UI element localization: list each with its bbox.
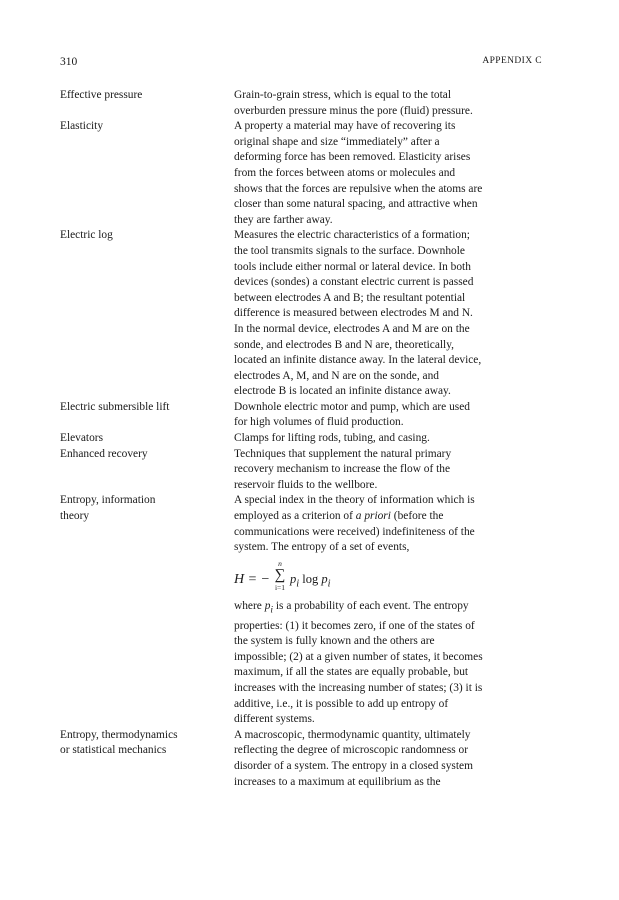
glossary-entry <box>60 119 542 228</box>
summation-lower-limit: i=1 <box>274 582 286 592</box>
definition-line: A property a material may have of recovering its <box>234 120 456 133</box>
definition-line: overburden pressure minus the pore (fluid) pressure. <box>234 104 473 117</box>
definition-line: A macroscopic, thermodynamic quantity, ultimately <box>234 728 471 741</box>
glossary-definition <box>234 400 542 431</box>
glossary-term <box>60 228 234 400</box>
term-line: Elevators <box>60 432 104 445</box>
summation <box>272 560 288 592</box>
definition-text: is a probability of each event. The entropy <box>273 599 469 612</box>
definition-line: tools include either normal or lateral device. In both <box>234 260 471 273</box>
glossary-definition <box>234 119 542 228</box>
term-line: Enhanced recovery <box>60 447 148 460</box>
definition-line: shows that the forces are repulsive when the atoms are <box>234 182 483 195</box>
definition-text: employed as a criterion of <box>234 510 356 523</box>
definition-line: communications were received) indefiniteness of the <box>234 525 475 538</box>
glossary-term <box>60 88 234 119</box>
term-line: Effective pressure <box>60 89 143 101</box>
glossary-definition <box>234 88 542 119</box>
definition-line: properties: (1) it becomes zero, if one of the states of <box>234 619 475 632</box>
definition-text: where <box>234 599 265 612</box>
glossary-term <box>60 728 234 790</box>
sigma-symbol: ∑ <box>274 566 286 583</box>
formula-rhs <box>290 572 331 592</box>
formula-subscript: i <box>270 605 274 616</box>
term-line: Entropy, information <box>60 494 156 507</box>
definition-line: Techniques that supplement the natural primary <box>234 447 452 460</box>
definition-line: electrode B is located an infinite distance away. <box>234 385 451 398</box>
glossary-entry <box>60 493 542 727</box>
page-number: 310 <box>60 56 78 68</box>
definition-line: increases to a maximum at equilibrium as the <box>234 775 441 788</box>
glossary-entry <box>60 228 542 400</box>
glossary-entry <box>60 400 542 431</box>
term-line: or statistical mechanics <box>60 744 167 757</box>
term-line: theory <box>60 510 90 523</box>
glossary-term <box>60 119 234 228</box>
glossary-entry <box>60 447 542 494</box>
definition-line: reflecting the degree of microscopic randomness or <box>234 744 469 757</box>
definition-line: Measures the electric characteristics of a formation; <box>234 229 470 242</box>
definition-line: recovery mechanism to increase the flow of the <box>234 463 451 476</box>
formula-var: p <box>321 571 328 586</box>
italic-phrase: a priori <box>355 510 391 523</box>
definition-line: Clamps for lifting rods, tubing, and casing. <box>234 432 430 445</box>
glossary-entry <box>60 88 542 119</box>
term-line: Electric log <box>60 229 113 242</box>
definition-line: Grain-to-grain stress, which is equal to the total <box>234 89 452 101</box>
glossary-term <box>60 400 234 431</box>
definition-line: they are farther away. <box>234 213 333 226</box>
glossary-term <box>60 447 234 494</box>
running-head: APPENDIX C <box>482 56 542 66</box>
formula-var: p <box>290 571 297 586</box>
definition-line: sonde, and electrodes B and N are, theoretically, <box>234 338 455 351</box>
glossary-definition <box>234 431 542 447</box>
glossary-list <box>60 88 542 790</box>
definition-line: A special index in the theory of information which is <box>234 494 475 507</box>
definition-line: original shape and size “immediately” after a <box>234 135 440 148</box>
glossary-entry <box>60 431 542 447</box>
definition-line: In the normal device, electrodes A and M are on the <box>234 322 470 335</box>
glossary-definition <box>234 493 542 727</box>
definition-line: the system is fully known and the others are <box>234 635 435 648</box>
definition-line: different systems. <box>234 713 315 726</box>
formula-log: log <box>299 571 322 586</box>
definition-line <box>234 599 542 619</box>
definition-line: additive, i.e., it is possible to add up entropy of <box>234 697 449 710</box>
definition-line: from the forces between atoms or molecules and <box>234 166 456 179</box>
definition-line: difference is measured between electrodes M and N. <box>234 307 473 320</box>
glossary-definition <box>234 447 542 494</box>
definition-line: disorder of a system. The entropy in a closed system <box>234 760 473 773</box>
definition-line: Downhole electric motor and pump, which are used <box>234 400 470 413</box>
definition-line: between electrodes A and B; the resultant potential <box>234 291 466 304</box>
definition-line: impossible; (2) at a given number of states, it becomes <box>234 650 483 663</box>
definition-line: devices (sondes) a constant electric current is passed <box>234 276 474 289</box>
definition-line: for high volumes of fluid production. <box>234 416 404 429</box>
formula-lhs: H = − <box>234 571 271 587</box>
formula-subscript: i <box>327 578 331 590</box>
definition-line: closer than some natural spacing, and attractive when <box>234 198 478 211</box>
term-line: Electric submersible lift <box>60 400 170 413</box>
formula-var: p <box>264 599 271 612</box>
term-line: Elasticity <box>60 120 104 133</box>
definition-line: electrodes A, M, and N are on the sonde, and <box>234 369 439 382</box>
glossary-definition <box>234 228 542 400</box>
formula-subscript: i <box>296 578 300 590</box>
definition-line <box>234 509 542 525</box>
glossary-term <box>60 493 234 727</box>
page-header <box>60 56 542 74</box>
definition-line: located an infinite distance away. In the lateral device, <box>234 354 482 367</box>
definition-line: reservoir fluids to the wellbore. <box>234 478 378 491</box>
summation-upper-limit: n <box>278 558 282 568</box>
definition-line: maximum, if all the states are equally probable, but <box>234 666 469 679</box>
definition-line: the tool transmits signals to the surface. Downhole <box>234 244 465 257</box>
definition-line: deforming force has been removed. Elasticity arises <box>234 151 471 164</box>
definition-text: (before the <box>390 510 444 523</box>
glossary-entry <box>60 728 542 790</box>
entropy-formula <box>234 560 542 596</box>
term-line: Entropy, thermodynamics <box>60 728 178 741</box>
glossary-definition <box>234 728 542 790</box>
definition-line: system. The entropy of a set of events, <box>234 541 410 554</box>
definition-line: increases with the increasing number of states; (3) it is <box>234 682 483 695</box>
glossary-term <box>60 431 234 447</box>
